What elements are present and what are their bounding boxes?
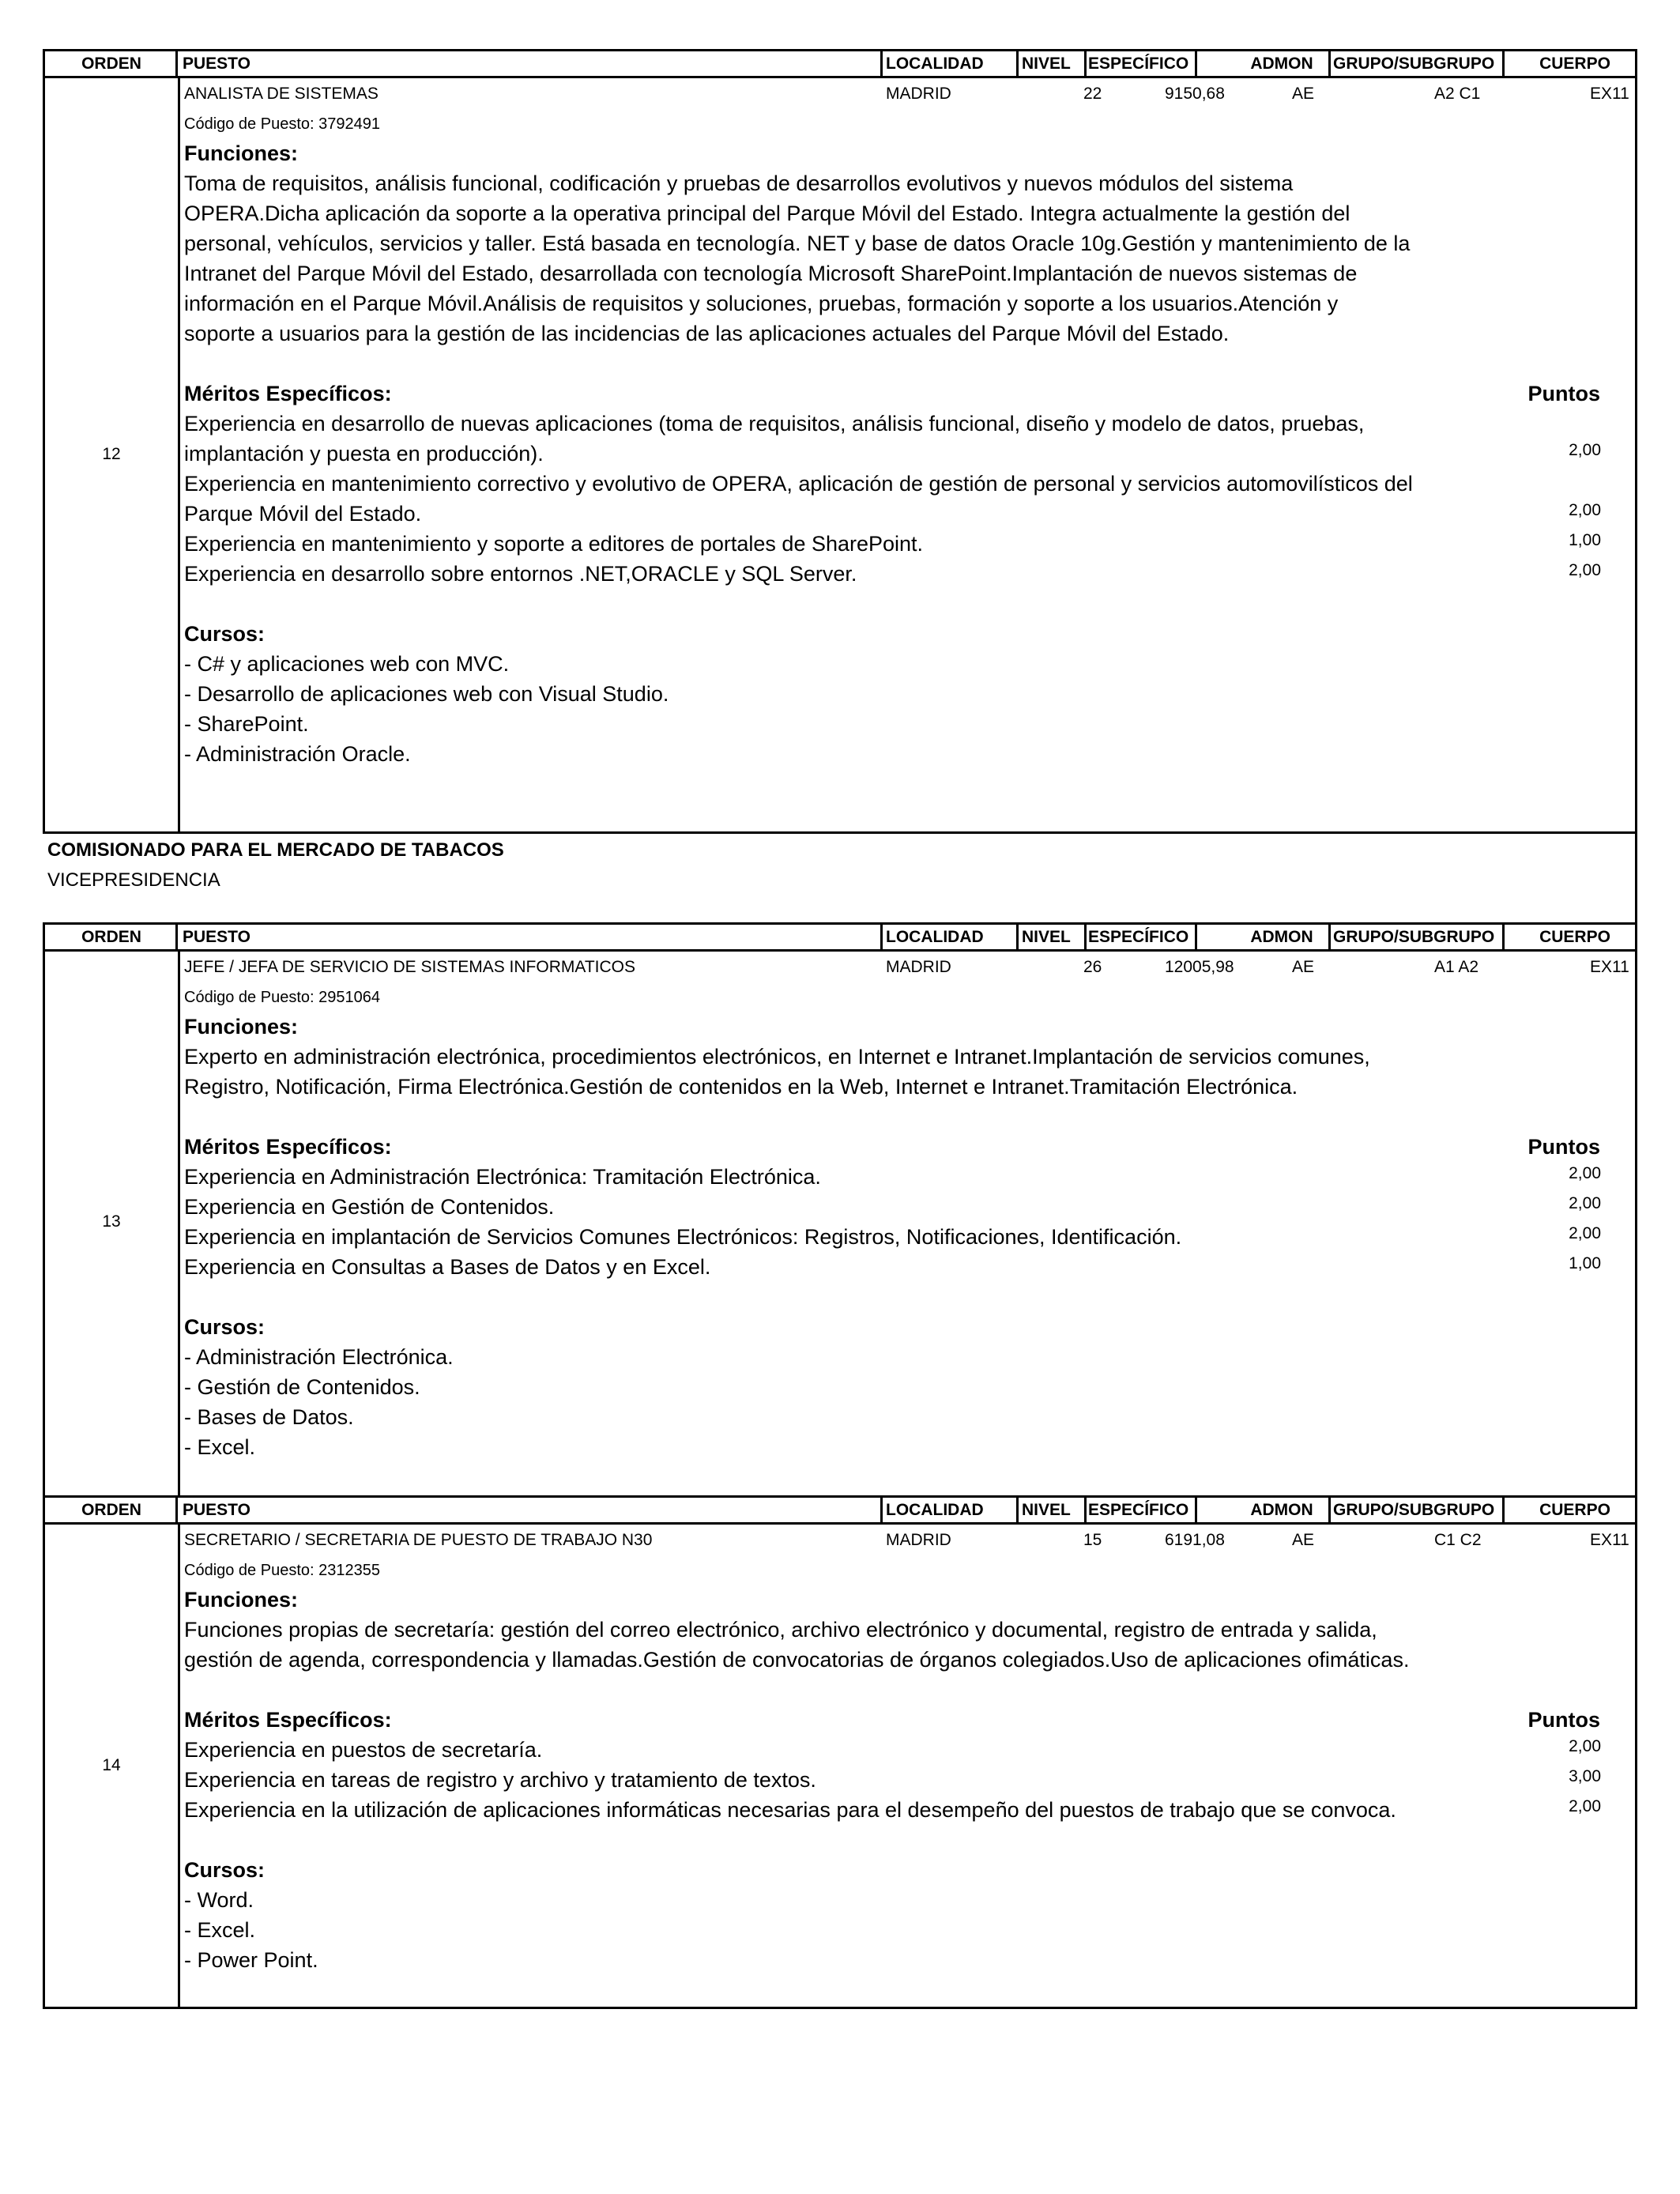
position-cuerpo: EX11 [1590,85,1629,103]
header-nivel: NIVEL [1022,54,1071,73]
funciones-line: Registro, Notificación, Firma Electrónica.Gestión de contenidos en la Web, Internet e Intranet.Tramitación Electrónica. [184,1075,1298,1099]
merito-line: Experiencia en Administración Electrónica: Tramitación Electrónica. [184,1165,821,1189]
organization-subtitle: VICEPRESIDENCIA [47,869,220,891]
merito-line: Experiencia en tareas de registro y archivo y tratamiento de textos. [184,1768,816,1792]
position-admon: AE [1292,85,1315,103]
column-divider [880,51,883,76]
curso-item: - C# y aplicaciones web con MVC. [184,652,510,676]
position-nivel: 22 [1083,85,1102,103]
header-especifico: ESPECÍFICO [1088,54,1189,73]
cursos-list [184,1885,1635,1975]
header-grupo: GRUPO/SUBGRUPO [1333,927,1495,946]
column-divider [880,925,883,949]
funciones-text [184,1042,1635,1102]
position-code: Código de Puesto: 3792491 [184,115,380,133]
funciones-heading: Funciones: [184,141,299,165]
merito-text [184,1735,1559,1765]
column-divider [178,78,180,831]
position-puesto: JEFE / JEFA DE SERVICIO DE SISTEMAS INFORMATICOS [184,958,635,976]
curso-item: - Administración Electrónica. [184,1345,454,1369]
position-grupo: A1 A2 [1434,958,1479,976]
funciones-line: soporte a usuarios para la gestión de las incidencias de las aplicaciones actuales del Parque Móvil del Estado. [184,322,1230,345]
position-nivel: 26 [1083,958,1102,976]
merito-text [184,1222,1559,1252]
position-entry [43,1525,1637,2009]
funciones-line: Experto en administración electrónica, procedimientos electrónicos, en Internet e Intranet.Implantación de servicios comunes, [184,1045,1370,1069]
merito-puntos: 2,00 [1569,1737,1601,1755]
puntos-heading: Puntos [1527,1135,1600,1159]
header-localidad: LOCALIDAD [886,927,984,946]
header-localidad: LOCALIDAD [886,1500,984,1519]
merito-line: implantación y puesta en producción). [184,442,544,466]
position-summary-row [184,78,1635,110]
merito-line: Experiencia en mantenimiento correctivo y evolutivo de OPERA, aplicación de gestión de personal y servicios automovilísticos del [184,472,1413,496]
cursos-list [184,1342,1635,1462]
curso-item: - Power Point. [184,1948,318,1972]
merito-line: Experiencia en desarrollo sobre entornos .NET,ORACLE y SQL Server. [184,562,857,586]
merito-puntos: 2,00 [1569,441,1601,459]
column-divider [178,952,180,1495]
curso-item: - Word. [184,1888,254,1912]
cursos-heading: Cursos: [184,1315,266,1339]
curso-item: - Gestión de Contenidos. [184,1375,420,1399]
position-content [184,1525,1635,1975]
meritos-heading-label: Méritos Específicos: [184,1135,392,1159]
header-localidad: LOCALIDAD [886,54,984,73]
merito-item [184,559,1635,589]
curso-item: - Excel. [184,1918,256,1942]
merito-text [184,469,1559,529]
spacer [184,1825,1635,1855]
curso-item: - SharePoint. [184,712,309,736]
funciones-line: Intranet del Parque Móvil del Estado, desarrollada con tecnología Microsoft SharePoint.Implantación de nuevos sistemas de [184,262,1358,285]
header-admon: ADMON [1250,54,1313,73]
merito-puntos: 2,00 [1569,1797,1601,1815]
position-cuerpo: EX11 [1590,1531,1629,1549]
funciones-line: gestión de agenda, correspondencia y llamadas.Gestión de convocatorias de órganos colegiados.Uso de aplicaciones ofimáticas. [184,1648,1410,1672]
curso-item: - Bases de Datos. [184,1405,354,1429]
merito-line: Experiencia en Gestión de Contenidos. [184,1195,555,1219]
merito-line: Experiencia en puestos de secretaría. [184,1738,543,1762]
header-cuerpo: CUERPO [1539,927,1610,946]
merito-item [184,469,1635,529]
header-admon: ADMON [1250,1500,1313,1519]
column-divider [1084,925,1087,949]
header-cuerpo: CUERPO [1539,1500,1610,1519]
position-grupo: C1 C2 [1434,1531,1482,1549]
spacer [184,589,1635,619]
header-orden: ORDEN [81,54,141,73]
table-header-row [43,1495,1637,1525]
cursos-list [184,649,1635,769]
curso-item: - Administración Oracle. [184,742,411,766]
header-cuerpo: CUERPO [1539,54,1610,73]
merito-text [184,529,1559,559]
position-localidad: MADRID [886,85,951,103]
cursos-heading: Cursos: [184,622,266,646]
merito-text [184,1795,1559,1825]
funciones-line: personal, vehículos, servicios y taller. Está basada en tecnología. NET y base de datos Oracle 10g.Gestión y mantenimiento de la [184,232,1411,255]
merito-text [184,409,1559,469]
funciones-heading: Funciones: [184,1015,299,1039]
merito-line: Parque Móvil del Estado. [184,502,422,526]
document-body [43,49,1637,2009]
spacer [184,1282,1635,1312]
position-entry [43,78,1637,834]
organization-block [43,834,1637,922]
merito-puntos: 2,00 [1569,1224,1601,1242]
position-especifico: 9150,68 [1165,85,1225,103]
position-localidad: MADRID [886,958,951,976]
merito-item [184,1252,1635,1282]
header-puesto: PUESTO [183,54,250,73]
header-grupo: GRUPO/SUBGRUPO [1333,1500,1495,1519]
position-especifico: 6191,08 [1165,1531,1225,1549]
merito-line: Experiencia en mantenimiento y soporte a editores de portales de SharePoint. [184,532,924,556]
column-divider [178,1525,180,2007]
position-code: Código de Puesto: 2951064 [184,989,380,1006]
position-nivel: 15 [1083,1531,1102,1549]
merito-text [184,1162,1559,1192]
cursos-heading: Cursos: [184,1858,266,1882]
position-cuerpo: EX11 [1590,958,1629,976]
meritos-heading-label: Méritos Específicos: [184,382,392,405]
header-especifico: ESPECÍFICO [1088,1500,1189,1519]
position-content [184,78,1635,769]
position-especifico: 12005,98 [1165,958,1234,976]
merito-item [184,1765,1635,1795]
header-admon: ADMON [1250,927,1313,946]
merito-text [184,1252,1559,1282]
meritos-heading [184,379,1635,409]
meritos-list [184,1735,1635,1825]
merito-puntos: 2,00 [1569,1194,1601,1212]
orden-number: 13 [102,1212,121,1231]
merito-item [184,1192,1635,1222]
merito-puntos: 2,00 [1569,501,1601,519]
merito-puntos: 2,00 [1569,1164,1601,1182]
position-summary-row [184,1525,1635,1556]
merito-line: Experiencia en implantación de Servicios Comunes Electrónicos: Registros, Notificaciones, Identificación. [184,1225,1182,1249]
position-summary-row [184,952,1635,983]
merito-puntos: 2,00 [1569,561,1601,579]
header-orden: ORDEN [81,1500,141,1519]
curso-item: - Desarrollo de aplicaciones web con Visual Studio. [184,682,669,706]
spacer [184,1102,1635,1132]
position-admon: AE [1292,1531,1315,1549]
header-especifico: ESPECÍFICO [1088,927,1189,946]
merito-item [184,1795,1635,1825]
position-code: Código de Puesto: 2312355 [184,1562,380,1579]
curso-item: - Excel. [184,1435,256,1459]
header-orden: ORDEN [81,927,141,946]
funciones-text [184,168,1635,349]
funciones-line: información en el Parque Móvil.Análisis de requisitos y soluciones, pruebas, formación y soporte a los usuarios.Atención y [184,292,1339,315]
merito-line: Experiencia en Consultas a Bases de Datos y en Excel. [184,1255,711,1279]
position-admon: AE [1292,958,1315,976]
orden-number: 12 [102,445,121,463]
funciones-text [184,1615,1635,1675]
position-localidad: MADRID [886,1531,951,1549]
table-header-row [43,49,1637,78]
merito-item [184,1162,1635,1192]
meritos-list [184,409,1635,589]
position-puesto: ANALISTA DE SISTEMAS [184,85,379,103]
merito-item [184,1735,1635,1765]
table-header-row [43,922,1637,952]
merito-text [184,559,1559,589]
merito-line: Experiencia en desarrollo de nuevas aplicaciones (toma de requisitos, análisis funcional, diseño y modelo de datos, pruebas, [184,412,1365,435]
merito-item [184,1222,1635,1252]
position-content [184,952,1635,1462]
funciones-line: OPERA.Dicha aplicación da soporte a la operativa principal del Parque Móvil del Estado. Integra actualmente la gestión del [184,202,1350,225]
spacer [184,349,1635,379]
meritos-heading-label: Méritos Específicos: [184,1708,392,1732]
puntos-heading: Puntos [1527,1708,1600,1732]
header-nivel: NIVEL [1022,927,1071,946]
column-divider [880,1498,883,1522]
header-puesto: PUESTO [183,1500,250,1519]
funciones-line: Toma de requisitos, análisis funcional, codificación y pruebas de desarrollos evolutivos y nuevos módulos del sistema [184,172,1294,195]
merito-text [184,1765,1559,1795]
funciones-line: Funciones propias de secretaría: gestión del correo electrónico, archivo electrónico y documental, registro de entrada y salida, [184,1618,1377,1642]
orden-number: 14 [102,1755,121,1774]
header-puesto: PUESTO [183,927,250,946]
position-entry [43,952,1637,1495]
header-nivel: NIVEL [1022,1500,1071,1519]
merito-puntos: 3,00 [1569,1767,1601,1785]
merito-item [184,409,1635,469]
meritos-list [184,1162,1635,1282]
merito-text [184,1192,1559,1222]
funciones-heading: Funciones: [184,1588,299,1612]
merito-puntos: 1,00 [1569,1254,1601,1272]
meritos-heading [184,1132,1635,1162]
spacer [184,1675,1635,1705]
merito-line: Experiencia en la utilización de aplicaciones informáticas necesarias para el desempeño del puestos de trabajo que se convoca. [184,1798,1396,1822]
puntos-heading: Puntos [1527,382,1600,405]
column-divider [1084,51,1087,76]
merito-item [184,529,1635,559]
merito-puntos: 1,00 [1569,531,1601,549]
organization-title: COMISIONADO PARA EL MERCADO DE TABACOS [47,839,504,861]
column-divider [1084,1498,1087,1522]
header-grupo: GRUPO/SUBGRUPO [1333,54,1495,73]
meritos-heading [184,1705,1635,1735]
position-grupo: A2 C1 [1434,85,1481,103]
position-puesto: SECRETARIO / SECRETARIA DE PUESTO DE TRABAJO N30 [184,1531,653,1549]
